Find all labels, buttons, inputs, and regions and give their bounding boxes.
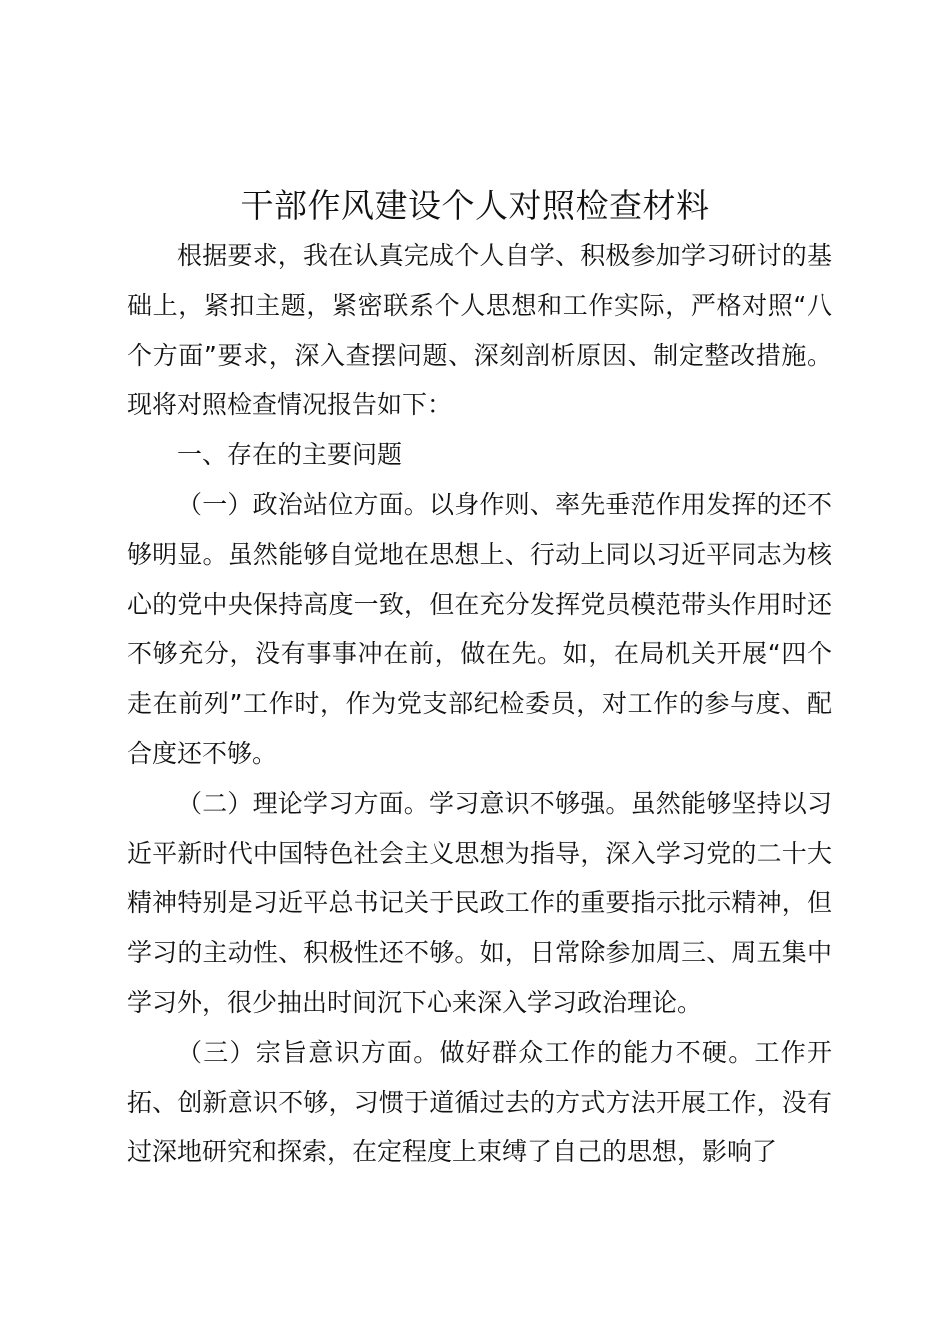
section-heading: 一、存在的主要问题 [177, 440, 403, 470]
purpose-awareness-paragraph: （三）宗旨意识方面。做好群众工作的能力不硬。工作开拓、创新意识不够，习惯于道循过去的方式方法开展工作，没有过深地研究和探索，在定程度上束缚了自己的思想，影响了 [127, 1037, 832, 1167]
document-body [127, 231, 832, 1177]
intro-paragraph: 根据要求，我在认真完成个人自学、积极参加学习研讨的基础上，紧扣主题，紧密联系个人思想和工作实际，严格对照“八个方面”要求，深入查摆问题、深刻剖析原因、制定整改措施。现将对照检查情况报告如下： [127, 241, 832, 420]
theory-study-paragraph: （二）理论学习方面。学习意识不够强。虽然能够坚持以习近平新时代中国特色社会主义思想为指导，深入学习党的二十大精神特别是习近平总书记关于民政工作的重要指示批示精神，但学习的主动性、积极性还不够。如，日常除参加周三、周五集中学习外，很少抽出时间沉下心来深入学习政治理论。 [127, 788, 832, 1017]
political-stance-paragraph: （一）政治站位方面。以身作则、率先垂范作用发挥的还不够明显。虽然能够自觉地在思想上、行动上同以习近平同志为核心的党中央保持高度一致，但在充分发挥党员模范带头作用时还不够充分，没有事事冲在前，做在先。如，在局机关开展“四个走在前列”工作时，作为党支部纪检委员，对工作的参与度、配合度还不够。 [127, 489, 832, 768]
document-title: 干部作风建设个人对照检查材料 [240, 186, 710, 225]
